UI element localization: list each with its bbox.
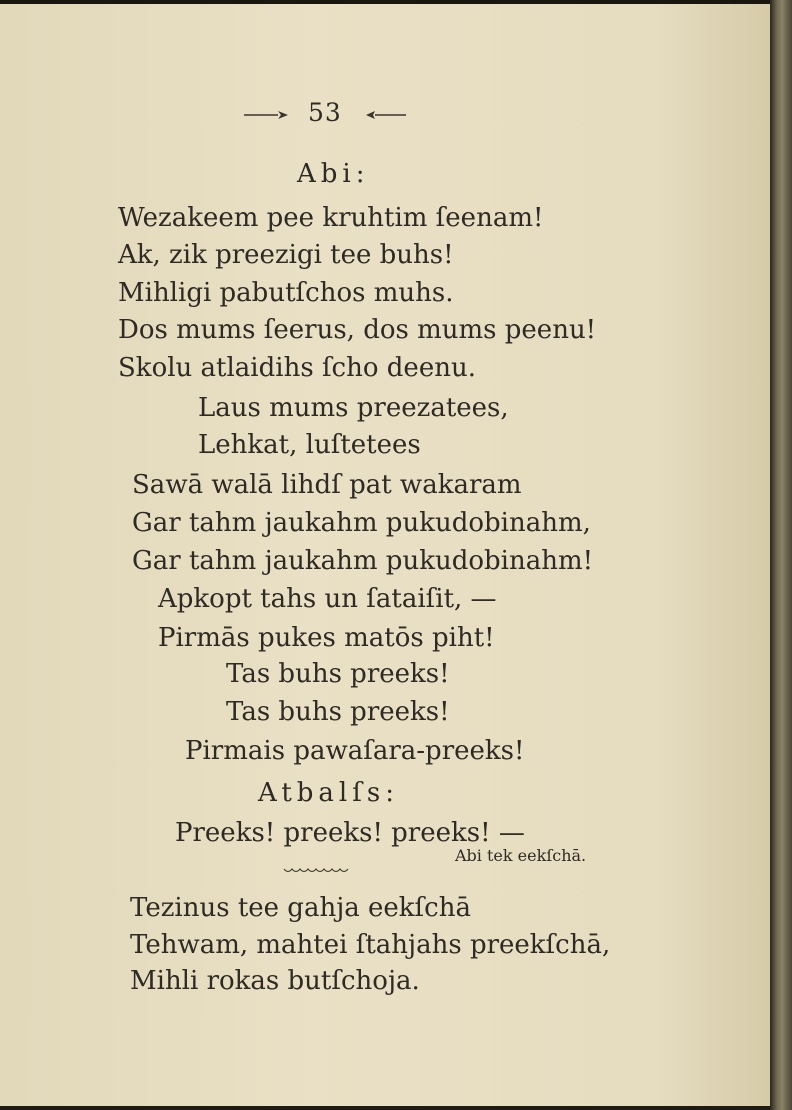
verse-line: Tehwam, mahtei ſtahjahs preekſchā, <box>130 930 611 960</box>
verse-line: Pirmais pawaſara-preeks! <box>185 736 525 766</box>
verse-line: Apkopt tahs un ſataiſit, — <box>158 584 497 614</box>
verse-line: Pirmās pukes matōs piht! <box>158 623 495 653</box>
page-number: 53 <box>308 98 342 127</box>
verse-line: Preeks! preeks! preeks! — <box>175 818 525 848</box>
left-arrow-ornament <box>244 108 290 122</box>
verse-line: Mihli rokas butſchoja. <box>130 966 420 996</box>
verse-line: Ak, zik preezigi tee buhs! <box>118 240 454 270</box>
right-arrow-ornament <box>366 108 408 122</box>
verse-line: Tas buhs preeks! <box>226 659 450 689</box>
verse-line: Gar tahm jaukahm pukudobinahm, <box>132 508 591 538</box>
verse-line: Tas buhs preeks! <box>226 697 450 727</box>
verse-line: Tezinus tee gahja eekſchā <box>130 893 471 923</box>
verse-line: Lehkat, luſtetees <box>198 430 421 460</box>
echo-heading: Atbalſs: <box>258 778 399 808</box>
speaker-heading: Abi: <box>297 159 370 189</box>
verse-line: Dos mums ſeerus, dos mums peenu! <box>118 315 597 345</box>
verse-line: Skolu atlaidihs ſcho deenu. <box>118 353 476 383</box>
verse-line: Wezakeem pee kruhtim ſeenam! <box>118 203 544 233</box>
stage-direction: Abi tek eekſchā. <box>455 846 587 865</box>
verse-line: Sawā walā lihdſ pat wakaram <box>132 470 522 500</box>
book-spine-edge <box>770 0 792 1110</box>
wave-divider-ornament <box>282 864 352 876</box>
verse-line: Laus mums preezatees, <box>198 393 509 423</box>
verse-line: Mihligi pabutſchos muhs. <box>118 278 454 308</box>
book-page <box>0 4 770 1106</box>
verse-line: Gar tahm jaukahm pukudobinahm! <box>132 546 594 576</box>
